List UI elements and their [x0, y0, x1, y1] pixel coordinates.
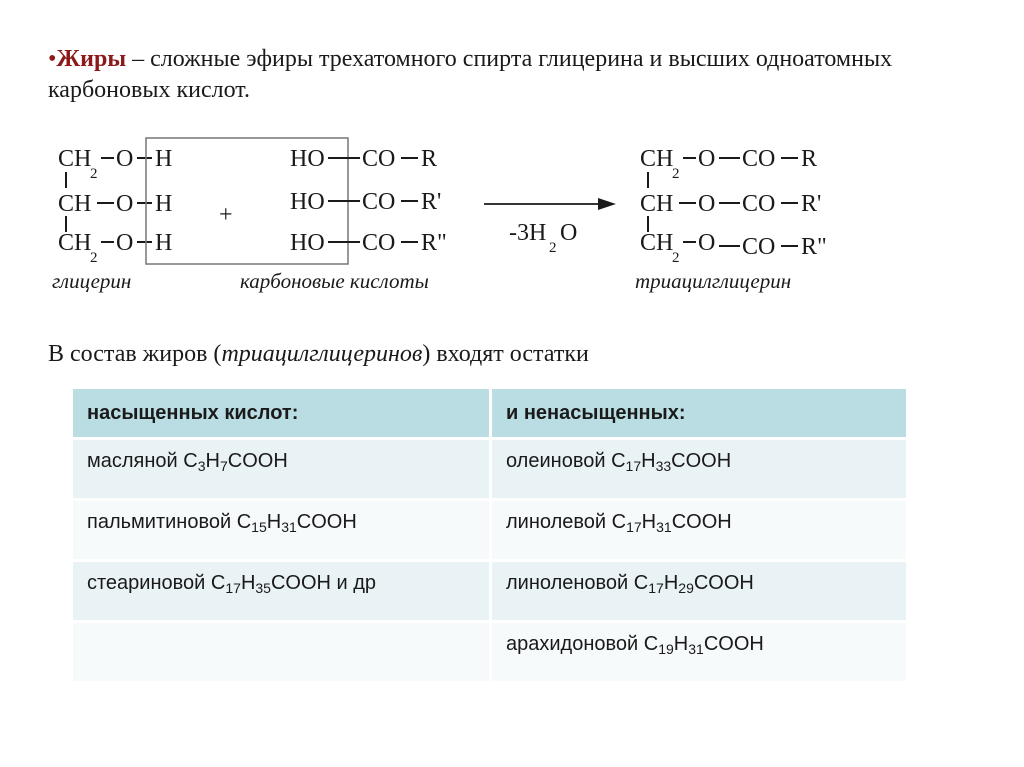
caption-product: триацилглицерин: [635, 269, 792, 293]
table-row: [73, 440, 909, 501]
product-sub-bottom: 2: [672, 250, 680, 266]
composition-sentence: [48, 339, 948, 369]
glycerol-o-mid: O: [116, 191, 134, 217]
acid-name: линолевой: [506, 511, 612, 533]
acid-formula: $C_3H_7COOH$: [183, 450, 288, 474]
product-r-mid: R': [801, 191, 822, 217]
caption-acids: карбоновые кислоты: [240, 269, 429, 293]
product-ch2-top: CH: [640, 146, 674, 172]
condition-sub: 2: [549, 240, 557, 256]
product-co-top: CO: [742, 146, 776, 172]
header-saturated: насыщенных кислот:: [73, 389, 492, 440]
acid-formula: $C_{19}H_{31}COOH$: [643, 633, 764, 657]
triacylglycerol-structure: [640, 146, 827, 266]
definition-text: – сложные эфиры трехатомного спирта глицерина и высших одноатомных карбоновых кислот.: [48, 46, 893, 103]
unsaturated-acid-cell: [492, 623, 909, 684]
acid-name: линоленовой: [506, 572, 634, 594]
unsaturated-acid-cell: [492, 501, 909, 562]
plus-sign: +: [219, 202, 233, 228]
acid-co-1: CO: [362, 146, 396, 172]
unsaturated-acid-cell: [492, 562, 909, 623]
product-sub-top: 2: [672, 166, 680, 182]
saturated-acid-cell: [73, 440, 492, 501]
glycerol-sub-bottom: 2: [90, 250, 98, 266]
glycerol-h-top: H: [155, 146, 173, 172]
esterification-reaction: [0, 0, 1024, 310]
product-ch-mid: CH: [640, 191, 674, 217]
glycerol-ch2-bottom: CH: [58, 230, 92, 256]
product-r-bottom: R": [801, 234, 827, 260]
glycerol-o-top: O: [116, 146, 134, 172]
product-o-bottom: O: [698, 230, 716, 256]
fatty-acids-table: [73, 389, 909, 684]
product-r-top: R: [801, 146, 818, 172]
acid-r-3: R": [421, 230, 447, 256]
arrow-head-icon: [598, 198, 616, 210]
table-body: [73, 440, 909, 684]
bullet: •: [48, 46, 57, 72]
glycerol-ch-mid: CH: [58, 191, 92, 217]
table-header-row: [73, 389, 909, 440]
acid-name: пальмитиновой: [87, 511, 237, 533]
acid-formula: $C_{15}H_{31}COOH$: [236, 511, 357, 535]
table-row: [73, 623, 909, 684]
saturated-acid-cell: [73, 623, 492, 684]
condition-prefix: -3H: [509, 220, 547, 246]
table-row: [73, 501, 909, 562]
glycerol-h-mid: H: [155, 191, 173, 217]
acid-ho-2: HO: [290, 189, 325, 215]
acid-co-2: CO: [362, 189, 396, 215]
acid-ho-1: HO: [290, 146, 325, 172]
acid-name: арахидоновой: [506, 633, 644, 655]
acid-formula: $C_{17}H_{31}COOH$: [611, 511, 732, 535]
acid-r-2: R': [421, 189, 442, 215]
table-row: [73, 562, 909, 623]
product-ch2-bottom: CH: [640, 230, 674, 256]
glycerol-ch2-top: CH: [58, 146, 92, 172]
acid-formula: $C_{17}H_{33}COOH$: [611, 450, 732, 474]
product-o-top: O: [698, 146, 716, 172]
acid-co-3: CO: [362, 230, 396, 256]
acid-name: олеиновой: [506, 450, 612, 472]
glycerol-structure: [58, 146, 172, 266]
header-unsaturated: и ненасыщенных:: [492, 389, 909, 440]
carboxylic-acids-structure: [290, 146, 447, 256]
glycerol-h-bottom: H: [155, 230, 173, 256]
glycerol-o-bottom: O: [116, 230, 134, 256]
product-co-mid: CO: [742, 191, 776, 217]
acid-formula: $C_{17}H_{29}COOH$: [633, 572, 754, 596]
acid-name: масляной: [87, 450, 184, 472]
caption-glycerol: глицерин: [52, 269, 132, 293]
saturated-acid-cell: [73, 501, 492, 562]
composition-italic: триацилглицеринов: [221, 341, 423, 367]
condition-suffix: O: [560, 220, 578, 246]
composition-before: В состав жиров (: [48, 341, 222, 367]
acid-formula: $C_{17}H_{35}COOH$ и др: [210, 572, 377, 596]
acid-ho-3: HO: [290, 230, 325, 256]
saturated-acid-cell: [73, 562, 492, 623]
acid-r-1: R: [421, 146, 438, 172]
unsaturated-acid-cell: [492, 440, 909, 501]
acid-name: стеариновой: [87, 572, 211, 594]
product-co-bottom: CO: [742, 234, 776, 260]
product-o-mid: O: [698, 191, 716, 217]
composition-after: ) входят остатки: [422, 341, 589, 367]
glycerol-sub-top: 2: [90, 166, 98, 182]
term-fats: Жиры: [56, 46, 127, 72]
